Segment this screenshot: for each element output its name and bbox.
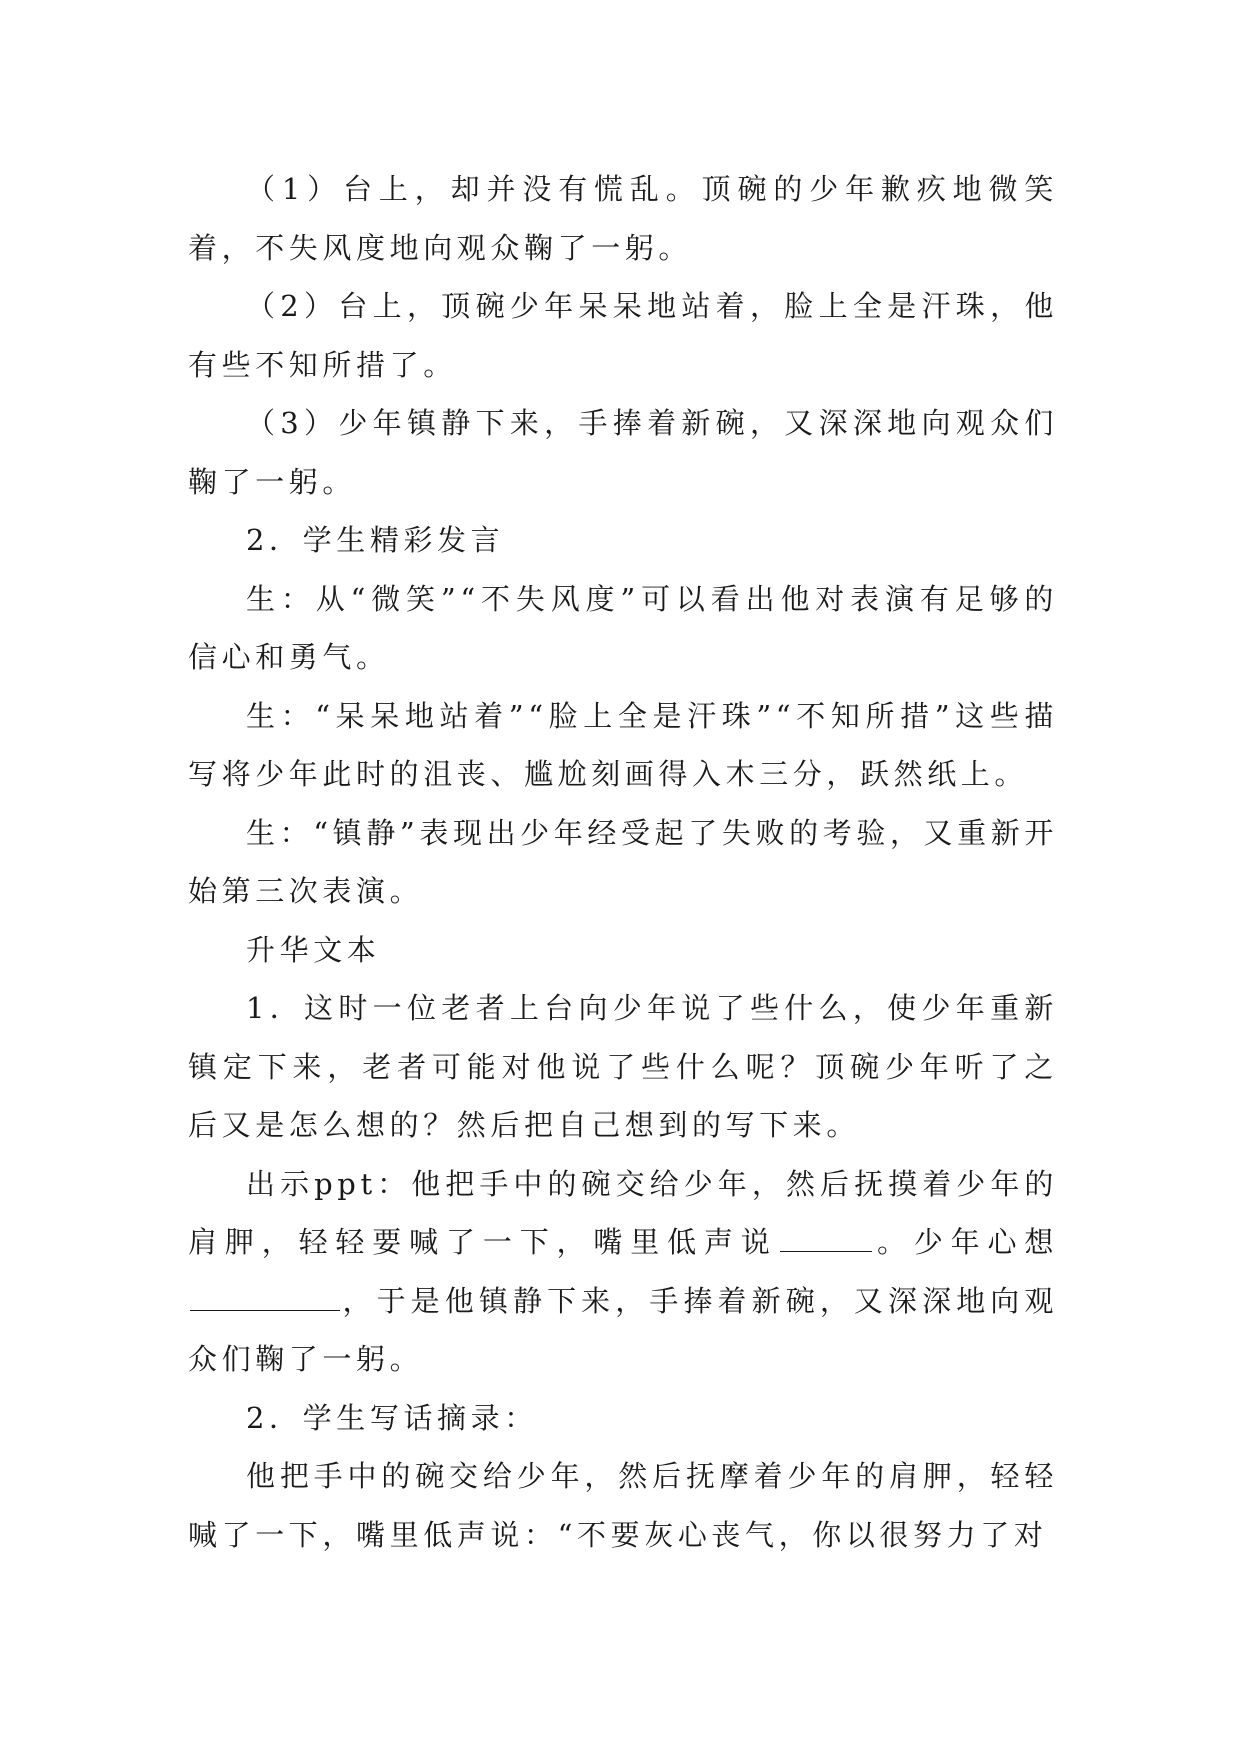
document-body — [188, 160, 1058, 1564]
ppt-prompt-part-3: ，于是他镇静下来，手捧着新碗，又深深地向观众们鞠了一躬。 — [188, 1283, 1058, 1376]
fill-in-blank-2 — [190, 1282, 340, 1311]
paragraph-12: 他把手中的碗交给少年，然后抚摩着少年的肩胛，轻轻喊了一下，嘴里低声说：“不要灰心丧气，你以很努力了对 — [188, 1459, 1058, 1552]
ppt-prompt-part-1: 出示ppt：他把手中的碗交给少年，然后抚摸着少年的肩胛，轻轻要喊了一下，嘴里低声说 — [188, 1166, 1058, 1259]
ppt-prompt-part-2: 。少年心想 — [873, 1225, 1058, 1259]
paragraph-2: （2）台上，顶碗少年呆呆地站着，脸上全是汗珠，他有些不知所措了。 — [188, 289, 1058, 382]
section-heading-student-writing: 2．学生写话摘录： — [246, 1400, 538, 1435]
paragraph-3: （3）少年镇静下来，手捧着新碗，又深深地向观众们鞠了一躬。 — [188, 406, 1058, 499]
paragraph-9: 1．这时一位老者上台向少年说了些什么，使少年重新镇定下来，老者可能对他说了些什么呢？顶碗少年听了之后又是怎么想的？然后把自己想到的写下来。 — [188, 991, 1058, 1142]
paragraph-1: （1）台上，却并没有慌乱。顶碗的少年歉疚地微笑着，不失风度地向观众鞠了一躬。 — [188, 172, 1058, 265]
section-heading-sublimate: 升华文本 — [246, 932, 381, 967]
paragraph-7: 生：“镇静”表现出少年经受起了失败的考验，又重新开始第三次表演。 — [188, 815, 1058, 908]
paragraph-6: 生：“呆呆地站着”“脸上全是汗珠”“不知所措”这些描写将少年此时的沮丧、尴尬刻画得入木三分，跃然纸上。 — [188, 698, 1058, 791]
paragraph-5: 生：从“微笑”“不失风度”可以看出他对表演有足够的信心和勇气。 — [188, 581, 1058, 674]
fill-in-blank-1 — [780, 1223, 872, 1252]
paragraph-ppt-prompt — [188, 1155, 1058, 1389]
section-heading-student-speech: 2．学生精彩发言 — [246, 523, 505, 557]
